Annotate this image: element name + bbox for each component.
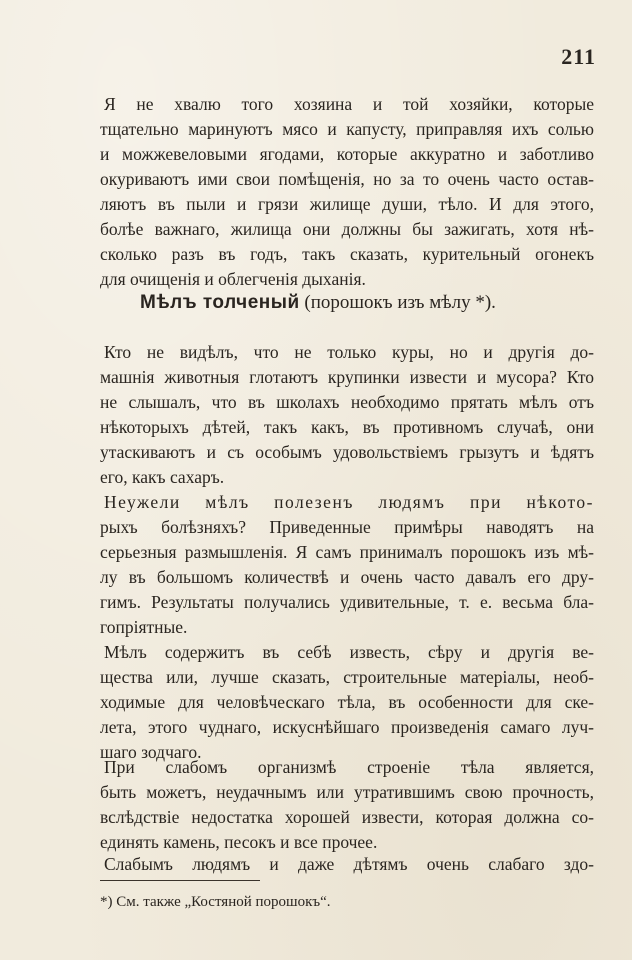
text-line: шаго зодчаго. — [100, 742, 202, 762]
text-line: для очищенія и облегченія дыханія. — [100, 269, 366, 289]
text-line: Неужели мѣлъ полезенъ людямъ при нѣкото- — [104, 492, 594, 512]
text-line: и можжевеловыми ягодами, которые аккуратно и заботливо — [100, 144, 594, 164]
text-line: сколько разъ въ годъ, такъ сказать, курительный огонекъ — [100, 244, 594, 264]
paragraph-2 — [100, 490, 594, 640]
section-heading-title: Мѣлъ толченый — [140, 292, 300, 313]
text-line: При слабомъ организмѣ строеніе тѣла является, — [104, 757, 594, 777]
intro-paragraph — [100, 92, 594, 292]
section-heading-subtitle: (порошокъ изъ мѣлу *). — [299, 292, 496, 313]
text-line: Кто не видѣлъ, что не только куры, но и другія до- — [104, 342, 594, 362]
text-line: серьезныя размышленія. Я самъ принималъ порошокъ изъ мѣ- — [100, 542, 594, 562]
text-line: Мѣлъ содержитъ въ себѣ известь, сѣру и другія ве- — [104, 642, 594, 662]
text-line: ходимые для человѣческаго тѣла, въ особенности для ске- — [100, 692, 594, 712]
text-line: единять камень, песокъ и все прочее. — [100, 832, 378, 852]
text-line: ляютъ въ пыли и грязи жилище души, тѣло. И для этого, — [100, 194, 594, 214]
text-line: лета, этого чуднаго, искуснѣйшаго произведенія самаго луч- — [100, 717, 594, 737]
paragraph-1 — [100, 340, 594, 490]
text-line: утаскиваютъ и съ особымъ удовольствіемъ грызутъ и ѣдятъ — [100, 442, 594, 462]
text-line: тщательно маринуютъ мясо и капусту, приправляя ихъ солью — [100, 119, 594, 139]
text-line: лу въ большомъ количествѣ и очень часто давалъ его дру- — [100, 567, 594, 587]
paragraph-4 — [100, 755, 594, 855]
text-line: машнія животныя глотаютъ крупинки извести и мусора? Кто — [100, 367, 594, 387]
footnote-divider — [100, 880, 260, 881]
text-line: быть можетъ, неудачнымъ или утратившимъ свою прочность, — [100, 782, 594, 802]
text-line: рыхъ болѣзняхъ? Приведенные примѣры наводятъ на — [100, 517, 594, 537]
paragraph-5 — [100, 852, 594, 877]
section-heading — [140, 292, 600, 314]
text-line: нѣкоторыхъ дѣтей, такъ какъ, въ противномъ случаѣ, они — [100, 417, 594, 437]
page-number: 211 — [561, 44, 596, 69]
paragraph-3 — [100, 640, 594, 765]
text-line: щества или, лучше сказать, строительные матеріалы, необ- — [100, 667, 594, 687]
footnote: *) См. также „Костяной порошокъ“. — [100, 894, 331, 910]
text-line: не слышалъ, что въ школахъ необходимо прятать мѣлъ отъ — [100, 392, 594, 412]
text-line: Я не хвалю того хозяина и той хозяйки, которые — [104, 94, 594, 114]
text-line: окуриваютъ ими свои помѣщенія, но за то очень часто остав- — [100, 169, 594, 189]
text-line: гимъ. Результаты получались удивительные, т. е. весьма бла- — [100, 592, 594, 612]
text-line: его, какъ сахаръ. — [100, 467, 225, 487]
text-line: гопріятные. — [100, 617, 188, 637]
text-line: болѣе важнаго, жилища они должны бы зажигать, хотя нѣ- — [100, 219, 594, 239]
text-line: вслѣдствіе недостатка хорошей извести, которая должна со- — [100, 807, 594, 827]
text-line: Слабымъ людямъ и даже дѣтямъ очень слабаго здо- — [104, 854, 594, 874]
